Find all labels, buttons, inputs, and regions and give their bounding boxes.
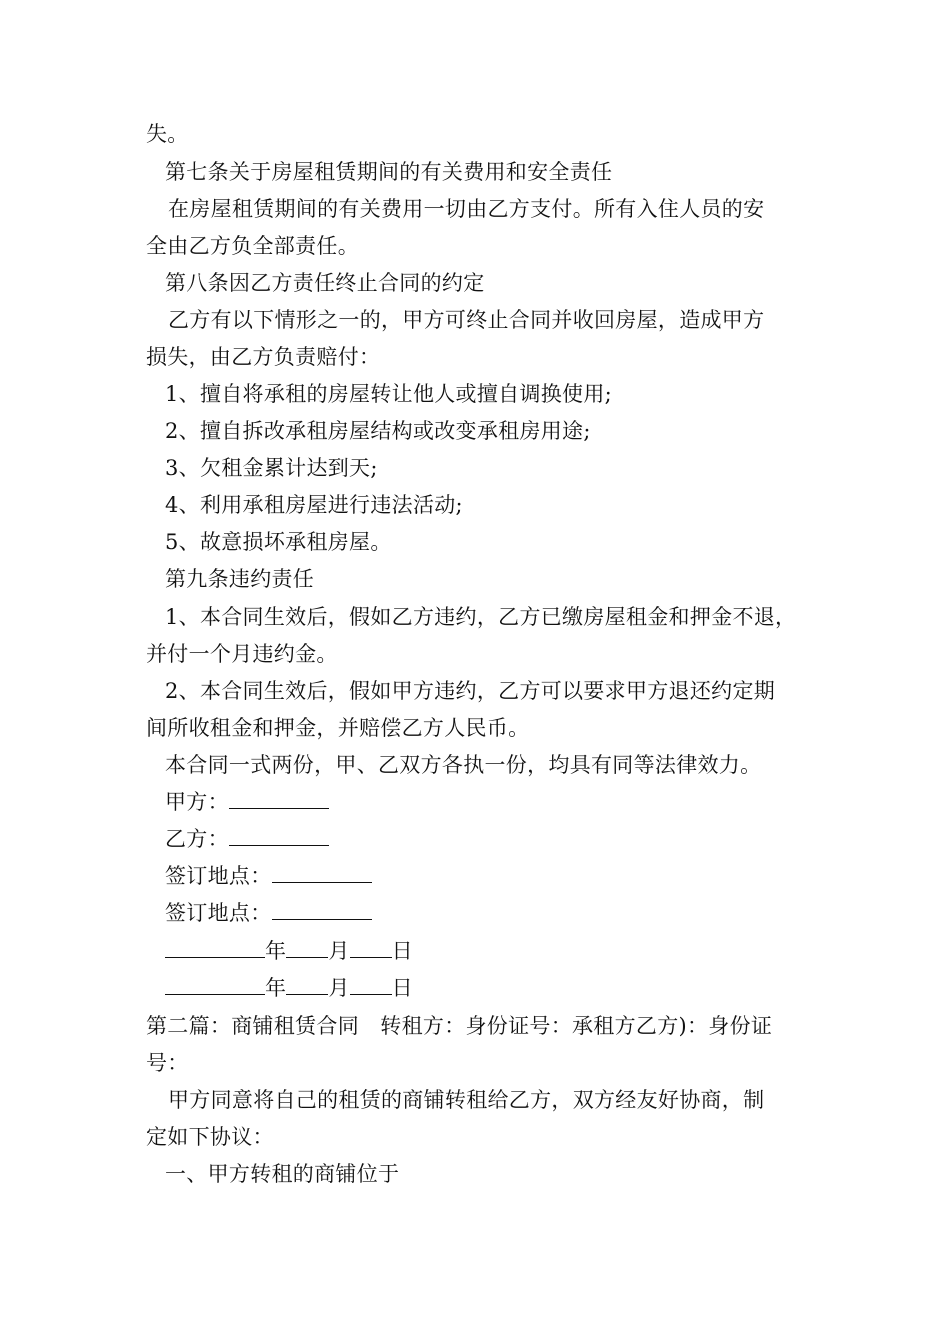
list-item: 4、利用承租房屋进行违法活动; bbox=[165, 493, 463, 517]
signing-date-2 bbox=[165, 974, 413, 1002]
list-item: 5、故意损坏承租房屋。 bbox=[165, 530, 392, 554]
article-8-heading: 第八条因乙方责任终止合同的约定 bbox=[165, 271, 485, 295]
article-7-heading: 第七条关于房屋租赁期间的有关费用和安全责任 bbox=[165, 160, 613, 184]
article-9-heading: 第九条违约责任 bbox=[165, 567, 315, 591]
paragraph-line: 号： bbox=[146, 1051, 189, 1075]
paragraph-line: 本合同一式两份，甲、乙双方各执一份，均具有同等法律效力。 bbox=[165, 753, 762, 777]
year-blank bbox=[165, 976, 265, 995]
paragraph-line: 定如下协议： bbox=[146, 1125, 274, 1149]
party-b-label: 乙方： bbox=[165, 827, 229, 851]
signing-place-2 bbox=[165, 899, 372, 927]
paragraph-line: 间所收租金和押金，并赔偿乙方人民币。 bbox=[146, 716, 530, 740]
month-label: 月 bbox=[328, 939, 350, 963]
paragraph-line: 全由乙方负全部责任。 bbox=[146, 234, 359, 258]
paragraph-line: 乙方有以下情形之一的，甲方可终止合同并收回房屋，造成甲方 bbox=[168, 308, 765, 332]
section-2-heading: 第二篇：商铺租赁合同 转租方：身份证号：承租方乙方)：身份证 bbox=[146, 1014, 773, 1038]
day-label: 日 bbox=[391, 976, 413, 1000]
year-blank bbox=[165, 939, 265, 958]
day-blank bbox=[350, 976, 392, 995]
year-label: 年 bbox=[265, 939, 287, 963]
month-blank bbox=[286, 976, 328, 995]
paragraph-line: 2、本合同生效后，假如甲方违约，乙方可以要求甲方退还约定期 bbox=[165, 679, 776, 703]
signature-party-a bbox=[165, 788, 329, 816]
list-item: 2、擅自拆改承租房屋结构或改变承租房用途; bbox=[165, 419, 591, 443]
place-label: 签订地点： bbox=[165, 901, 272, 925]
party-b-blank bbox=[229, 827, 329, 846]
place-blank bbox=[272, 901, 372, 920]
list-item: 1、擅自将承租的房屋转让他人或擅自调换使用; bbox=[165, 382, 613, 406]
day-blank bbox=[350, 939, 392, 958]
place-label: 签订地点： bbox=[165, 864, 272, 888]
paragraph-line: 在房屋租赁期间的有关费用一切由乙方支付。所有入住人员的安 bbox=[168, 197, 765, 221]
place-blank bbox=[272, 864, 372, 883]
signature-party-b bbox=[165, 825, 329, 853]
month-label: 月 bbox=[328, 976, 350, 1000]
year-label: 年 bbox=[265, 976, 287, 1000]
day-label: 日 bbox=[391, 939, 413, 963]
paragraph-line: 甲方同意将自己的租赁的商铺转租给乙方，双方经友好协商，制 bbox=[168, 1088, 765, 1112]
list-item: 3、欠租金累计达到天; bbox=[165, 456, 378, 480]
month-blank bbox=[286, 939, 328, 958]
paragraph-line: 失。 bbox=[146, 122, 189, 146]
signing-date-1 bbox=[165, 937, 413, 965]
paragraph-line: 损失，由乙方负责赔付： bbox=[146, 345, 381, 369]
party-a-label: 甲方： bbox=[165, 790, 229, 814]
party-a-blank bbox=[229, 790, 329, 809]
paragraph-line: 一、甲方转租的商铺位于 bbox=[165, 1162, 400, 1186]
signing-place-1 bbox=[165, 862, 372, 890]
paragraph-line: 并付一个月违约金。 bbox=[146, 642, 338, 666]
paragraph-line: 1、本合同生效后，假如乙方违约，乙方已缴房屋租金和押金不退， bbox=[165, 605, 797, 629]
